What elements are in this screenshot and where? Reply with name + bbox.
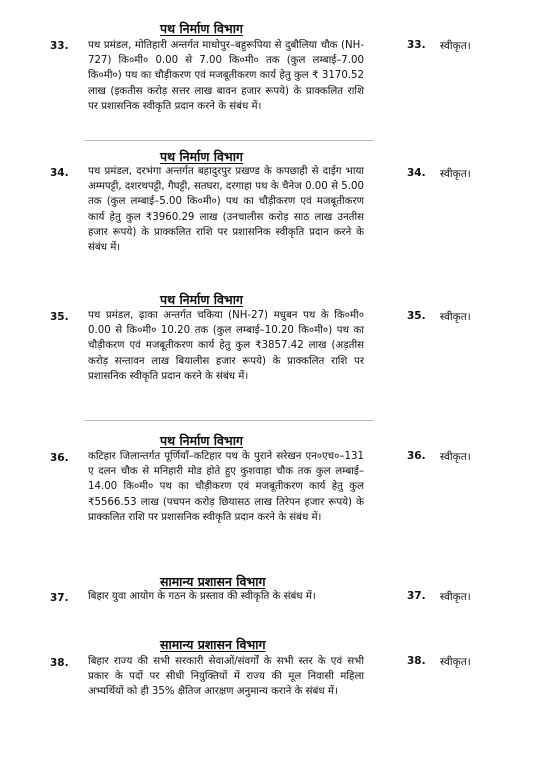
department-heading: पथ निर्माण विभाग xyxy=(160,292,243,307)
section-divider xyxy=(84,420,374,421)
result-status: स्वीकृत। xyxy=(440,591,471,603)
result-number: 37. xyxy=(407,590,426,602)
item-number: 35. xyxy=(50,311,69,323)
result-status: स्वीकृत। xyxy=(440,451,471,463)
result-number: 33. xyxy=(407,39,426,51)
item-description: पथ प्रमंडल, दरभंगा अन्तर्गत बहादुरपुर प्रखण्ड के कपछाही से दाईग भाया अम्मपट्टी, दशरथपट्टी, गैघट्टी, सतघरा, दरगाहा पथ के चैनेज 0.00 से 5.00 तक (कुल लम्बाई–5.00 कि०मी०) पथ का चौड़ीकरण एवं मजबूतीकरण कार्य हेतु कुल ₹3960.29 लाख (उनचालीस करोड़ साठ लाख उनतीस हजार रूपये) के प्राक्कलित राशि पर प्रशासनिक स्वीकृति प्रदान करने के संबंध में। xyxy=(88,166,364,254)
result-number: 35. xyxy=(407,310,426,322)
item-number: 34. xyxy=(50,167,69,179)
result-number: 34. xyxy=(407,167,426,179)
result-status: स्वीकृत। xyxy=(440,311,471,323)
result-status: स्वीकृत। xyxy=(440,656,471,668)
item-description: कटिहार जिलान्तर्गत पूर्णियाँ–कटिहार पथ के पुराने सरेखन एन०एच०–131 ए दलन चौक से मनिहारी मोड होते हुए कुशवाहा चौक तक कुल लम्बाई–14.00 कि०मी० पथ का चौड़ीकरण एवं मजबूतीकरण कार्य हेतु कुल ₹5566.53 लाख (पचपन करोड़ छियासठ लाख तिरेपन हजार रूपये) के प्राक्कलित राशि पर प्रशासनिक स्वीकृति प्रदान करने के संबंध में। xyxy=(88,451,364,523)
section-divider xyxy=(84,140,374,141)
item-number: 33. xyxy=(50,40,69,52)
item-description: बिहार युवा आयोग के गठन के प्रस्ताव की स्वीकृति के संबंध में। xyxy=(88,591,316,602)
result-status: स्वीकृत। xyxy=(440,168,471,180)
result-number: 38. xyxy=(407,655,426,667)
result-status: स्वीकृत। xyxy=(440,40,471,52)
department-heading: पथ निर्माण विभाग xyxy=(160,433,243,448)
item-description: पथ प्रमंडल, ढ़ाका अन्तर्गत चकिया (NH-27) मधुबन पथ के कि०मी० 0.00 से कि०मी० 10.20 तक (कुल लम्बाई–10.20 कि०मी०) पथ का चौड़ीकरण एवं मजबूतीकरण कार्य हेतु कुल ₹3857.42 लाख (अड़तीस करोड़ सन्तावन लाख बियालीस हजार रूपये) के प्राक्कलित राशि पर प्रशासनिक स्वीकृति प्रदान करने के संबंध में। xyxy=(88,310,364,382)
item-number: 36. xyxy=(50,452,69,464)
department-heading: सामान्य प्रशासन विभाग xyxy=(160,574,266,589)
item-description: बिहार राज्य की सभी सरकारी सेवाओं/संवर्गों के सभी स्तर के एवं सभी प्रकार के पदों पर सीधी नियुक्तियों में राज्य की मूल निवासी महिला अभ्यर्थियों को ही 35% क्षैतिज आरक्षण अनुमान्य कराने के संबंध में। xyxy=(88,656,364,698)
department-heading: सामान्य प्रशासन विभाग xyxy=(160,637,266,652)
department-heading: पथ निर्माण विभाग xyxy=(160,149,243,164)
item-description: पथ प्रमंडल, मोतिहारी अन्तर्गत माधोपुर–बहुरूपिया से दुबौलिया चौक (NH-727) कि०मी० 0.00 से 7.00 कि०मी० तक (कुल लम्बाई–7.00 कि०मी०) पथ का चौड़ीकरण एवं मजबूतीकरण कार्य हेतु कुल ₹ 3170.52 लाख (इकतीस करोड़ सत्तर लाख बावन हजार रूपये) के प्राक्कलित राशि पर प्रशासनिक स्वीकृति प्रदान करने के संबंध में। xyxy=(88,40,364,112)
result-number: 36. xyxy=(407,450,426,462)
item-number: 37. xyxy=(50,592,69,604)
department-heading: पथ निर्माण विभाग xyxy=(160,21,243,36)
item-number: 38. xyxy=(50,657,69,669)
